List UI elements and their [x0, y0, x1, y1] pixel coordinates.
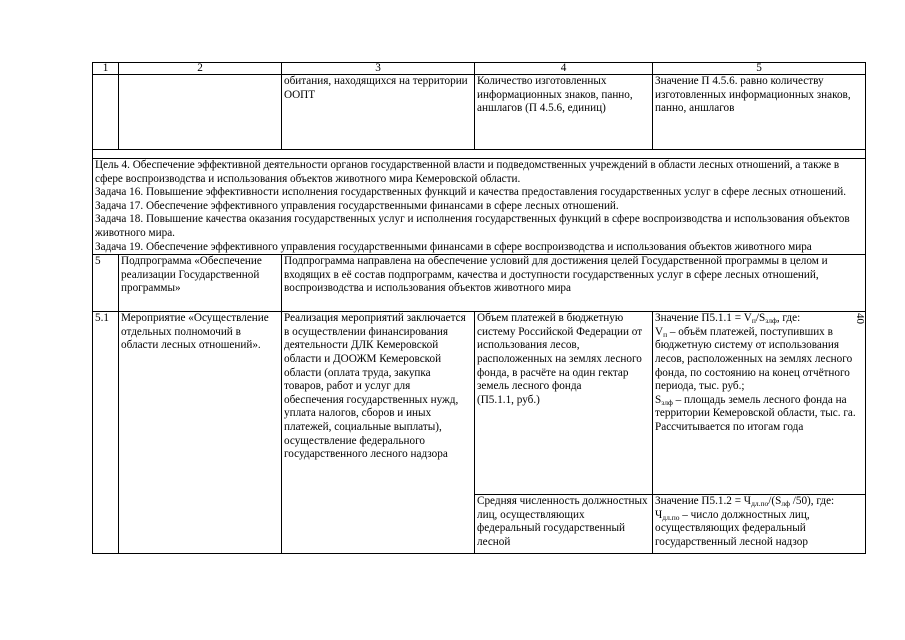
formula-text: S: [655, 393, 662, 406]
indicator-text: Объем платежей в бюджетную систему Российской Федерации от использования лесов, расположенных на землях лесного фонда, в расчёте на один гектар земель лесного фонда: [477, 312, 643, 393]
formula-text: /S: [755, 312, 766, 325]
measure-name: Мероприятие «Осуществление отдельных полномочий в области лесных отношений».: [119, 312, 282, 554]
table-cell: [119, 75, 282, 150]
document-table: [92, 62, 866, 554]
formula-note: Рассчитывается по итогам года: [655, 420, 804, 433]
header-cell: 2: [119, 63, 282, 75]
formula-text: /(S: [768, 495, 782, 508]
task-text: Задача 17. Обеспечение эффективного управления государственными финансами в сфере лесных отношений.: [95, 199, 619, 212]
measure-row: [93, 312, 866, 495]
formula-subscript: п: [663, 329, 668, 339]
subprogram-description: Подпрограмма направлена на обеспечение условий для достижения целей Государственной программы в целом и входящих в её состав подпрограмм, качества и доступности государственных услуг в сфере лесных отношений, воспроизводства и использования объектов животного мира: [282, 255, 866, 312]
formula-subscript: п: [751, 316, 756, 326]
header-row: [93, 63, 866, 75]
formula-subscript: злф: [765, 316, 777, 326]
task-text: Задача 19. Обеспечение эффективного управления государственными финансами в сфере воспроизводства и использования объектов животного мира: [95, 240, 812, 253]
subprogram-row: [93, 255, 866, 312]
subprogram-name: Подпрограмма «Обеспечение реализации Государственной программы»: [119, 255, 282, 312]
goal-cell: [93, 159, 866, 255]
indicator-cell: [475, 312, 653, 495]
header-cell: 3: [282, 63, 475, 75]
task-text: Задача 18. Повышение качества оказания государственных услуг и исполнения государственных функций в сфере воспроизводства и использования объектов животного мира.: [95, 213, 850, 239]
formula-subscript: дл.по: [662, 512, 680, 522]
task-text: Задача 16. Повышение эффективности исполнения государственных функций и качества предоставления государственных услуг в сфере лесных отношений.: [95, 186, 847, 199]
formula-text: – площадь земель лесного фонда на территории Кемеровской области, тыс. га.: [655, 393, 856, 420]
formula-subscript: дл.по: [751, 499, 769, 509]
formula-text: – объём платежей, поступивших в бюджетную систему от использования лесов, расположенных на землях лесного фонда, по состоянию на конец отчётного периода, тыс. руб.;: [655, 325, 853, 393]
table-cell: [93, 75, 119, 150]
page-number: 40: [854, 313, 866, 324]
row-number: 5.1: [93, 312, 119, 554]
measure-description: Реализация мероприятий заключается в осуществлении финансирования деятельности ДЛК Кемеровской области и ДООЖМ Кемеровской области (оплата труда, закупка товаров, работ и услуг для обеспечения государственных нужд, уплата налогов, сборов и иных платежей, социальные выплаты), осуществление федерального государственного лесного надзора: [282, 312, 475, 554]
table-cell: Значение П 4.5.6. равно количеству изготовленных информационных знаков, панно, аншлагов: [653, 75, 866, 150]
formula-text: /50), где:: [789, 495, 835, 508]
table-row: [93, 75, 866, 150]
header-cell: 5: [653, 63, 866, 75]
formula-text: Ч: [655, 508, 663, 521]
formula-cell: [653, 495, 866, 554]
formula-text: , где:: [776, 312, 801, 325]
formula-text: V: [655, 325, 664, 338]
formula-subscript: лф: [781, 499, 790, 509]
table-cell: обитания, находящихся на территории ООПТ: [282, 75, 475, 150]
formula-text: Значение П5.1.2 = Ч: [655, 495, 752, 508]
row-number: 5: [93, 255, 119, 312]
table-cell: Количество изготовленных информационных знаков, панно, аншлагов (П 4.5.6, единиц): [475, 75, 653, 150]
header-cell: 1: [93, 63, 119, 75]
formula-cell: [653, 312, 866, 495]
formula-text: Значение П5.1.1 = V: [655, 312, 752, 325]
goal-text: Цель 4. Обеспечение эффективной деятельности органов государственной власти и подведомственных учреждений в области лесных отношений, а также в сфере воспроизводства и использования объектов животного мира Кемеровской области.: [95, 159, 840, 185]
goal-row: [93, 159, 866, 255]
header-cell: 4: [475, 63, 653, 75]
indicator-code: (П5.1.1, руб.): [477, 393, 540, 406]
indicator-cell: Средняя численность должностных лиц, осуществляющих федеральный государственный лесной: [475, 495, 653, 554]
spacer-row: [93, 150, 866, 159]
formula-text: – число должностных лиц, осуществляющих федеральный государственный лесной надзор: [655, 508, 810, 548]
formula-subscript: злф: [661, 397, 673, 407]
